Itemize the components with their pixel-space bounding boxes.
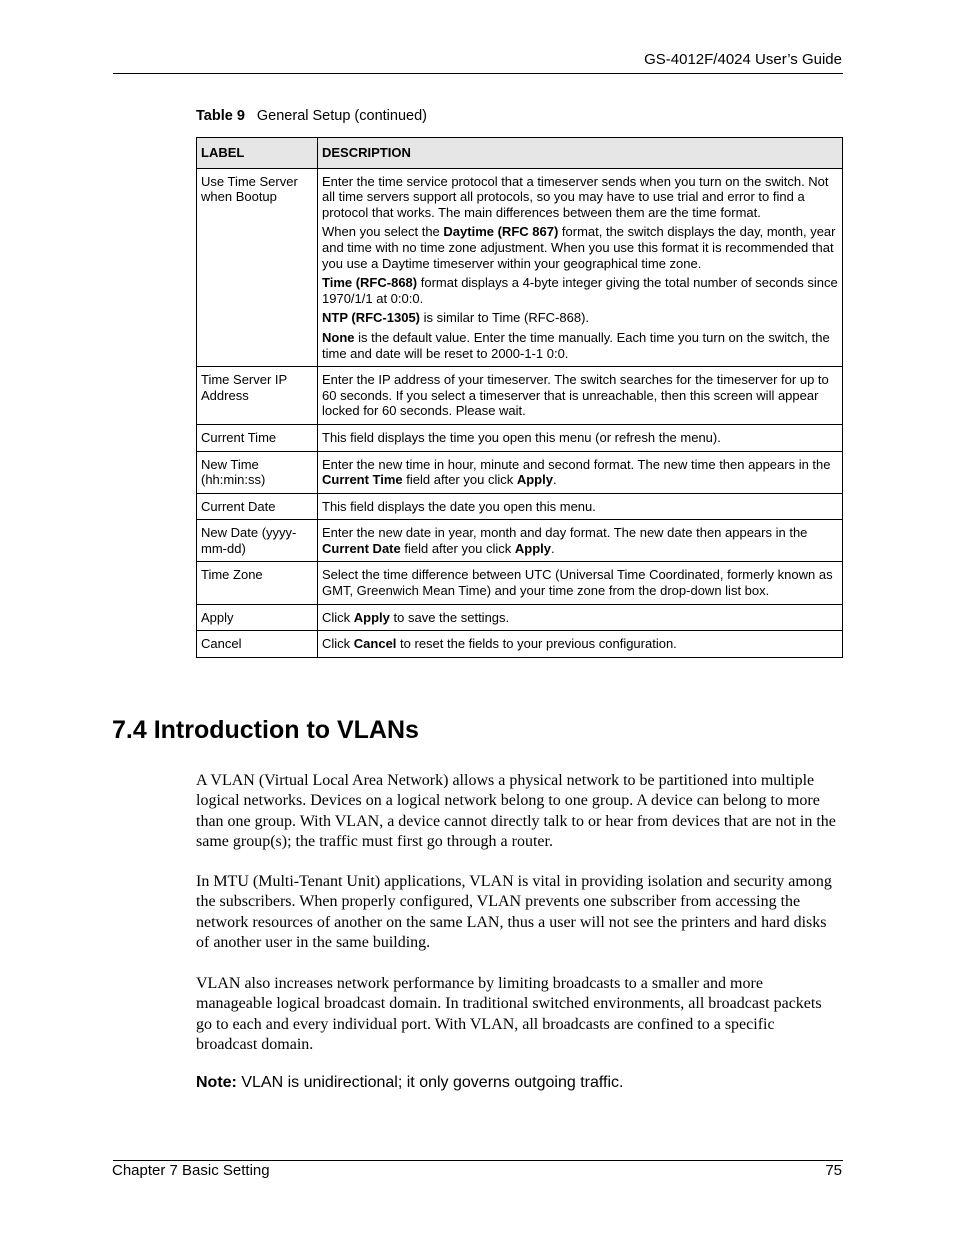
table-row (197, 451, 843, 493)
text-run: Click (322, 609, 354, 625)
row-label: New Date (yyyy-mm-dd) (197, 520, 318, 562)
table-body (197, 168, 843, 657)
header-title: GS-4012F/4024 User’s Guide (644, 51, 842, 68)
row-description (318, 424, 843, 451)
text-run: This field displays the time you open this menu (or refresh the menu). (322, 429, 721, 445)
footer-page-number: 75 (825, 1162, 842, 1179)
row-label: Cancel (197, 631, 318, 658)
description-paragraph (322, 610, 838, 626)
text-run: to reset the fields to your previous configuration. (396, 636, 677, 652)
bold-term: Current Time (322, 472, 403, 488)
body-paragraph-3: VLAN also increases network performance by limiting broadcasts to a smaller and more manageable logical broadcast domain. In traditional switched environments, all broadcast packets go to each and every individual port. With VLAN, all broadcasts are confined to a specific broadcast domain. (196, 975, 822, 1053)
text-run: format displays a 4-byte integer giving the total number of seconds since 1970/1/1 at 0:0:0. (322, 275, 838, 306)
table-row (197, 424, 843, 451)
description-paragraph (322, 525, 838, 556)
text-run: Enter the new date in year, month and day format. The new date then appears in the (322, 525, 808, 541)
text-run: Select the time difference between UTC (Universal Time Coordinated, formerly known as GMT, Greenwich Mean Time) and your time zone from the drop-down list box. (322, 567, 833, 599)
text-run: Enter the IP address of your timeserver. The switch searches for the timeserver for up to 60 seconds. If you select a timeserver that is unreachable, then this screen will appear locked for 60 seconds. Please wait. (322, 372, 829, 419)
row-label: Time Server IP Address (197, 367, 318, 425)
row-label: Use Time Server when Bootup (197, 168, 318, 367)
bold-term: Cancel (353, 636, 397, 652)
bold-term: Apply (353, 609, 390, 625)
header-rule (113, 73, 843, 74)
body-paragraph-2: In MTU (Multi-Tenant Unit) applications, VLAN is vital in providing isolation and security among the subscribers. When properly configured, VLAN prevents one subscriber from accessing the network resources of another on the same LAN, thus a user will not see the printers and hard disks of another user in the same building. (196, 873, 832, 951)
row-label: Current Time (197, 424, 318, 451)
table-row (197, 168, 843, 367)
footer-rule (113, 1160, 843, 1161)
row-label: Time Zone (197, 562, 318, 604)
description-paragraph (322, 310, 838, 326)
footer-chapter: Chapter 7 Basic Setting (112, 1162, 270, 1179)
description-paragraph (322, 330, 838, 361)
text-run: Click (322, 636, 354, 652)
description-paragraph (322, 457, 838, 488)
note-label: Note: (196, 1074, 237, 1091)
description-paragraph (322, 430, 838, 446)
description-paragraph (322, 499, 838, 515)
column-header-description: DESCRIPTION (318, 138, 843, 169)
row-description (318, 168, 843, 367)
column-header-label: LABEL (197, 138, 318, 169)
row-description (318, 367, 843, 425)
row-label: Current Date (197, 493, 318, 520)
table-caption-text: General Setup (continued) (256, 108, 427, 124)
text-run: field after you click (400, 540, 515, 556)
table-row (197, 631, 843, 658)
note-text: VLAN is unidirectional; it only governs outgoing traffic. (236, 1074, 624, 1091)
text-run: When you select the (322, 224, 444, 240)
row-description (318, 520, 843, 562)
text-run: . (551, 540, 555, 556)
table-caption-label: Table 9 (196, 108, 245, 124)
bold-term: Current Date (322, 540, 401, 556)
description-paragraph (322, 636, 838, 652)
text-run: . (552, 472, 557, 488)
table-row (197, 367, 843, 425)
description-paragraph (322, 372, 838, 419)
text-run: is similar to Time (RFC-868). (420, 310, 590, 326)
table-row (197, 604, 843, 631)
row-description (318, 631, 843, 658)
body-paragraph-1: A VLAN (Virtual Local Area Network) allows a physical network to be partitioned into multiple logical networks. Devices on a logical network belong to one group. A device can belong to more than one group. With VLAN, a device cannot directly talk to or hear from devices that are not in the same group(s); the traffic must first go through a router. (196, 772, 836, 850)
description-paragraph (322, 174, 838, 221)
text-run: field after you click (402, 472, 517, 488)
row-description (318, 451, 843, 493)
row-description (318, 493, 843, 520)
text-run: is the default value. Enter the time manually. Each time you turn on the switch, the time and date will be reset to 2000-1-1 0:0. (322, 329, 830, 361)
text-run: format, the switch displays the day, month, year and time with no time zone adjustment. When you use this format it is recommended that you use a Daytime timeserver within your geographical time zone. (322, 224, 836, 271)
table-row (197, 562, 843, 604)
note (196, 1074, 623, 1092)
row-description (318, 604, 843, 631)
table-row (197, 493, 843, 520)
table-row (197, 520, 843, 562)
row-label: Apply (197, 604, 318, 631)
general-setup-table (196, 137, 843, 658)
bold-term: Daytime (RFC 867) (443, 224, 559, 240)
description-paragraph (322, 567, 838, 598)
bold-term: Apply (516, 472, 553, 488)
bold-term: NTP (RFC-1305) (322, 310, 421, 326)
text-run: Enter the new time in hour, minute and second format. The new time then appears in the (322, 456, 831, 472)
bold-term: Time (RFC-868) (322, 275, 418, 291)
text-run: This field displays the date you open this menu. (322, 498, 596, 514)
description-paragraph (322, 275, 838, 306)
table-caption (196, 108, 427, 124)
table-header-row (197, 138, 843, 169)
description-paragraph (322, 224, 838, 271)
row-description (318, 562, 843, 604)
bold-term: None (322, 329, 355, 345)
bold-term: Apply (514, 540, 552, 556)
text-run: to save the settings. (389, 609, 510, 625)
section-heading: 7.4 Introduction to VLANs (112, 716, 419, 744)
text-run: Enter the time service protocol that a timeserver sends when you turn on the switch. Not all time servers support all protocols, so you may have to use trial and error to find a protocol that works. The main differences between them are the time format. (322, 173, 829, 220)
row-label: New Time (hh:min:ss) (197, 451, 318, 493)
